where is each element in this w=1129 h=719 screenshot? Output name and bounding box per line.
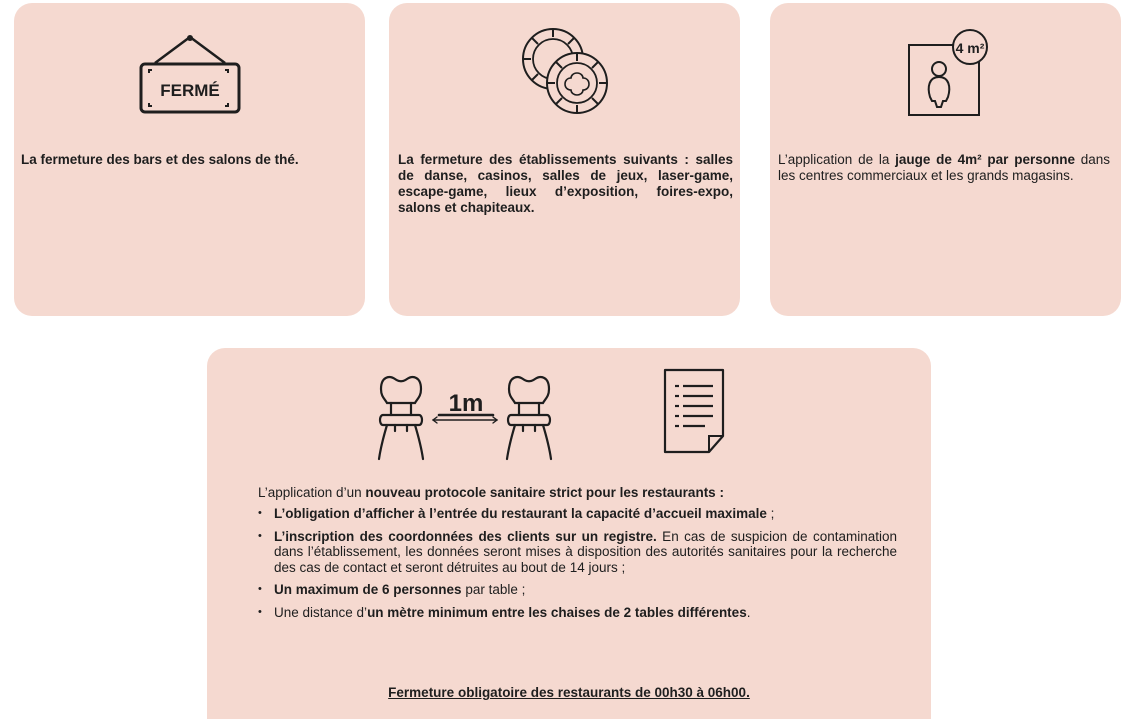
protocol-intro: L’application d’un nouveau protocole sanitaire strict pour les restaurants : xyxy=(258,485,724,500)
card-bars-closure xyxy=(14,3,365,316)
closed-sign-text: FERMÉ xyxy=(160,81,220,100)
card-capacity-gauge xyxy=(770,3,1121,316)
list-item: • L’inscription des coordonnées des clients sur un registre. En cas de suspicion de contamination dans l’établissement, les données seront mises à disposition des autorités sanitaires pour la recherche des cas de contact et seront détruites au bout de 14 jours ; xyxy=(258,528,898,575)
chairs-distance-icon xyxy=(375,373,555,463)
person-area-icon xyxy=(906,29,1006,119)
card-restaurant-protocol xyxy=(207,348,931,719)
casino-chips-icon xyxy=(517,23,613,119)
bars-closure-text: La fermeture des bars et des salons de thé. xyxy=(21,152,299,167)
register-document-icon xyxy=(661,366,727,454)
list-item: • L’obligation d’afficher à l’entrée du restaurant la capacité d’accueil maximale ; xyxy=(258,506,775,521)
area-label: 4 m² xyxy=(955,40,985,56)
capacity-gauge-text: L’application de la jauge de 4m² par personne dans les centres commerciaux et les grands magasins. xyxy=(778,152,1111,183)
closing-hours-notice: Fermeture obligatoire des restaurants de 00h30 à 06h00. xyxy=(388,685,750,700)
card-establishments-closure xyxy=(389,3,740,316)
protocol-rules-list xyxy=(257,506,897,627)
list-item: • Une distance d’un mètre minimum entre les chaises de 2 tables différentes. xyxy=(258,604,751,620)
closed-sign-icon xyxy=(137,33,243,117)
distance-label: 1m xyxy=(448,390,484,417)
establishments-closure-text: La fermeture des établissements suivants : salles de danse, casinos, salles de jeux, laser-game, escape-game, lieux d’exposition, foires-expo, salons et chapiteaux. xyxy=(398,152,733,215)
list-item: • Un maximum de 6 personnes par table ; xyxy=(258,582,526,597)
